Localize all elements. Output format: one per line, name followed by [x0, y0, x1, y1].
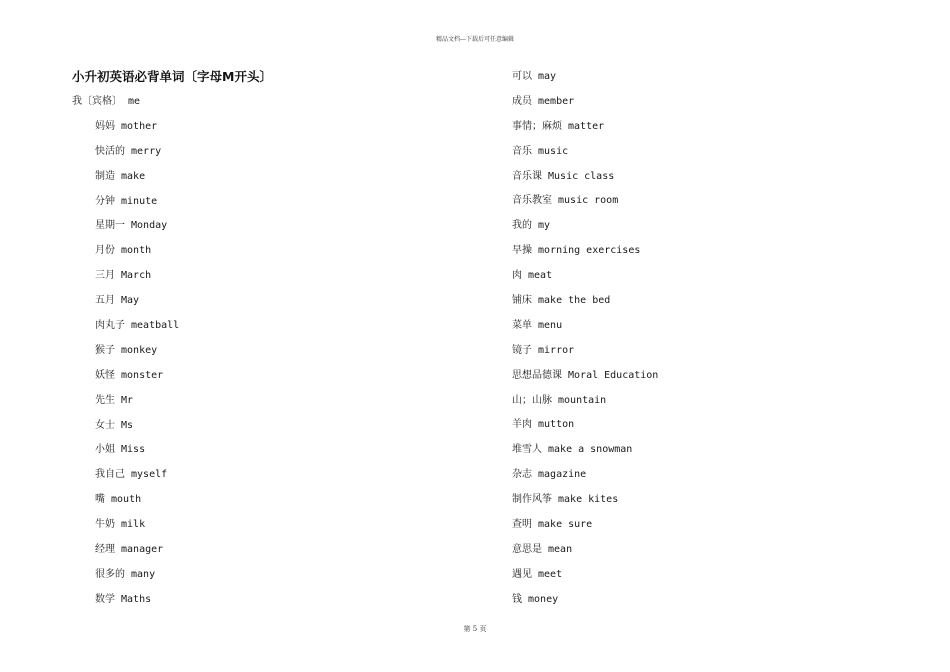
vocab-entry: 查明 make sure	[512, 519, 593, 531]
vocab-entry: 女士 Ms	[95, 419, 134, 431]
vocab-entry: 妖怪 monster	[95, 369, 164, 381]
vocab-entry: 山；山脉 mountain	[512, 394, 607, 406]
vocab-entry: 杂志 magazine	[512, 469, 587, 481]
vocab-entry: 小姐 Miss	[95, 444, 146, 456]
vocab-entry: 堆雪人 make a snowman	[512, 444, 633, 456]
vocab-entry: 数学 Maths	[95, 593, 152, 605]
vocab-entry: 很多的 many	[95, 568, 156, 580]
page-title: 小升初英语必背单词〔字母M开头〕	[72, 69, 272, 84]
vocab-entry: 分钟 minute	[95, 195, 158, 207]
vocab-entry: 妈妈 mother	[95, 120, 158, 132]
vocab-entry: 菜单 menu	[512, 319, 563, 331]
vocab-entry: 月份 month	[95, 245, 152, 257]
vocab-entry: 经理 manager	[95, 544, 164, 556]
vocab-entry: 遇见 meet	[512, 568, 563, 580]
vocab-entry: 早操 morning exercises	[512, 245, 641, 257]
vocab-entry: 音乐教室 music room	[512, 195, 619, 207]
vocab-entry: 嘴 mouth	[95, 494, 142, 506]
vocab-entry: 音乐课 Music class	[512, 170, 615, 182]
vocab-list-right	[512, 70, 658, 618]
header-note: 精品文档---下载后可任意编辑	[435, 36, 515, 43]
page-number: 第 5 页	[463, 625, 487, 633]
vocab-entry: 快活的 merry	[95, 145, 162, 157]
vocab-entry: 肉丸子 meatball	[95, 320, 180, 332]
vocab-entry: 制作风筝 make kites	[512, 494, 619, 506]
vocab-entry: 音乐 music	[512, 145, 569, 157]
vocab-entry: 可以 may	[512, 71, 557, 82]
vocab-entry: 肉 meat	[512, 270, 553, 282]
vocab-entry: 意思是 mean	[512, 543, 573, 555]
vocab-entry: 我的 my	[512, 220, 551, 232]
vocab-entry: 先生 Mr	[95, 394, 134, 406]
vocab-entry: 三月 March	[95, 270, 152, 282]
vocab-entry: 钱 money	[512, 593, 559, 605]
vocab-entry: 成员 member	[512, 95, 575, 107]
vocab-entry: 星期一 Monday	[95, 220, 168, 232]
vocab-entry: 事情；麻烦 matter	[512, 120, 605, 132]
vocab-entry: 镜子 mirror	[512, 344, 575, 356]
vocab-entry: 牛奶 milk	[95, 519, 146, 531]
vocab-entry: 我〔宾格〕 me	[72, 96, 141, 107]
vocab-entry: 制造 make	[95, 170, 146, 182]
vocab-entry: 羊肉 mutton	[512, 419, 575, 431]
vocab-entry: 猴子 monkey	[95, 344, 158, 356]
vocab-entry: 五月 May	[95, 295, 140, 307]
vocab-entry: 思想品德课 Moral Education	[512, 369, 659, 381]
vocab-entry: 我自己 myself	[95, 469, 168, 481]
vocab-list-left	[72, 95, 179, 618]
vocab-entry: 铺床 make the bed	[512, 295, 611, 307]
